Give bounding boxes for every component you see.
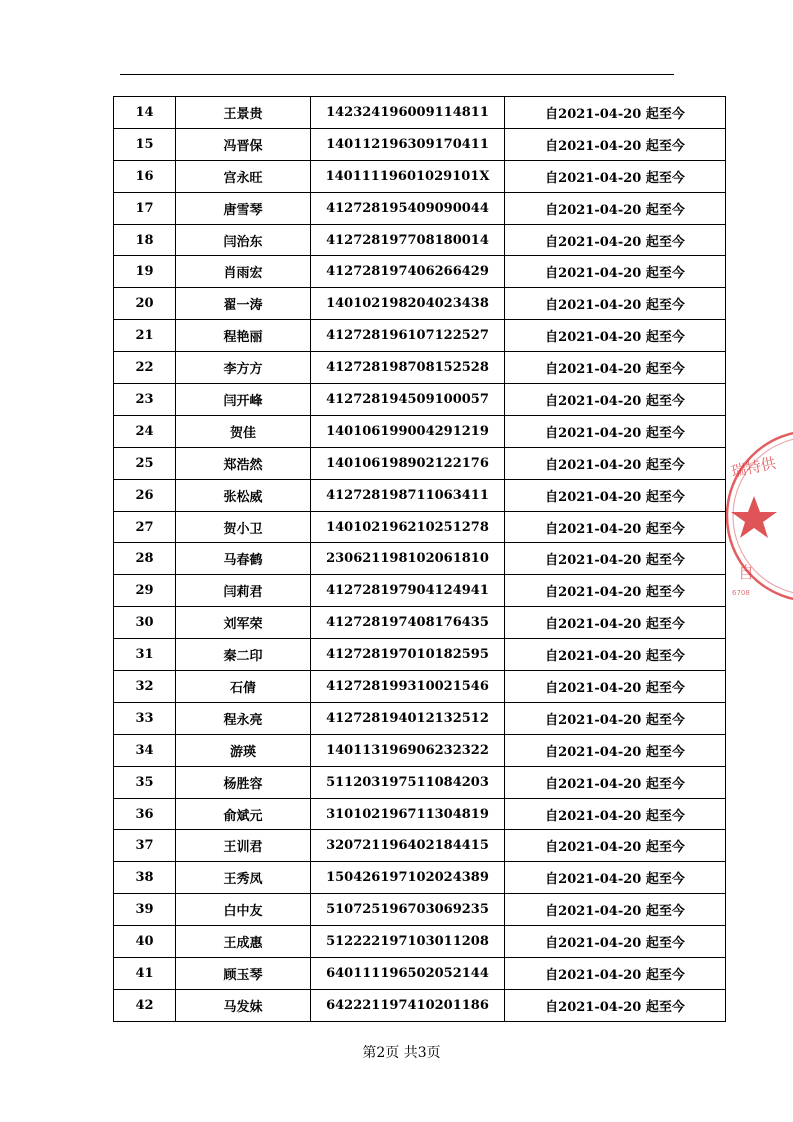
row-name: 马春鹤 — [176, 543, 311, 575]
table-row — [114, 639, 726, 671]
row-id-number: 412728197408176435 — [311, 607, 505, 639]
row-period: 自2021-04-20 起至今 — [505, 702, 726, 734]
table-row — [114, 479, 726, 511]
row-period: 自2021-04-20 起至今 — [505, 830, 726, 862]
row-name: 唐雪琴 — [176, 192, 311, 224]
table-row — [114, 607, 726, 639]
row-period: 自2021-04-20 起至今 — [505, 128, 726, 160]
roster-table — [113, 96, 726, 1022]
row-id-number: 510725196703069235 — [311, 894, 505, 926]
row-name: 俞斌元 — [176, 798, 311, 830]
row-number: 28 — [114, 543, 176, 575]
row-number: 29 — [114, 575, 176, 607]
row-number: 32 — [114, 671, 176, 703]
official-seal — [726, 428, 793, 604]
row-number: 21 — [114, 320, 176, 352]
row-number: 20 — [114, 288, 176, 320]
roster-body — [114, 97, 726, 1022]
row-id-number: 412728197406266429 — [311, 256, 505, 288]
row-name: 贺小卫 — [176, 511, 311, 543]
row-period: 自2021-04-20 起至今 — [505, 192, 726, 224]
header-rule — [120, 74, 674, 75]
row-id-number: 511203197511084203 — [311, 766, 505, 798]
row-id-number: 140113196906232322 — [311, 734, 505, 766]
row-period: 自2021-04-20 起至今 — [505, 224, 726, 256]
row-period: 自2021-04-20 起至今 — [505, 575, 726, 607]
row-period: 自2021-04-20 起至今 — [505, 671, 726, 703]
row-number: 17 — [114, 192, 176, 224]
row-number: 37 — [114, 830, 176, 862]
row-period: 自2021-04-20 起至今 — [505, 926, 726, 958]
row-name: 贺佳 — [176, 415, 311, 447]
row-number: 31 — [114, 639, 176, 671]
row-id-number: 640111196502052144 — [311, 958, 505, 990]
row-name: 张松威 — [176, 479, 311, 511]
row-id-number: 412728197708180014 — [311, 224, 505, 256]
table-row — [114, 511, 726, 543]
row-period: 自2021-04-20 起至今 — [505, 415, 726, 447]
row-period: 自2021-04-20 起至今 — [505, 511, 726, 543]
row-period: 自2021-04-20 起至今 — [505, 766, 726, 798]
seal-text-lower: 自 — [738, 563, 755, 582]
row-period: 自2021-04-20 起至今 — [505, 352, 726, 384]
row-name: 白中友 — [176, 894, 311, 926]
table-row — [114, 734, 726, 766]
row-number: 22 — [114, 352, 176, 384]
table-row — [114, 192, 726, 224]
table-row — [114, 447, 726, 479]
row-period: 自2021-04-20 起至今 — [505, 160, 726, 192]
row-period: 自2021-04-20 起至今 — [505, 607, 726, 639]
row-period: 自2021-04-20 起至今 — [505, 958, 726, 990]
row-number: 15 — [114, 128, 176, 160]
table-row — [114, 894, 726, 926]
row-period: 自2021-04-20 起至今 — [505, 288, 726, 320]
row-number: 25 — [114, 447, 176, 479]
table-row — [114, 128, 726, 160]
row-period: 自2021-04-20 起至今 — [505, 798, 726, 830]
table-row — [114, 224, 726, 256]
row-period: 自2021-04-20 起至今 — [505, 894, 726, 926]
row-number: 18 — [114, 224, 176, 256]
row-id-number: 412728199310021546 — [311, 671, 505, 703]
row-name: 王训君 — [176, 830, 311, 862]
page-number: 第2页 共3页 — [362, 1045, 441, 1061]
row-period: 自2021-04-20 起至今 — [505, 862, 726, 894]
row-id-number: 140106199004291219 — [311, 415, 505, 447]
table-row — [114, 798, 726, 830]
row-number: 14 — [114, 97, 176, 129]
table-row — [114, 320, 726, 352]
row-name: 刘军荣 — [176, 607, 311, 639]
row-name: 李方方 — [176, 352, 311, 384]
table-row — [114, 415, 726, 447]
row-name: 马发妹 — [176, 989, 311, 1021]
row-number: 26 — [114, 479, 176, 511]
row-period: 自2021-04-20 起至今 — [505, 543, 726, 575]
row-name: 宫永旺 — [176, 160, 311, 192]
table-row — [114, 671, 726, 703]
row-id-number: 412728197904124941 — [311, 575, 505, 607]
row-id-number: 412728196107122527 — [311, 320, 505, 352]
row-id-number: 140102196210251278 — [311, 511, 505, 543]
row-name: 闫莉君 — [176, 575, 311, 607]
row-id-number: 320721196402184415 — [311, 830, 505, 862]
row-id-number: 310102196711304819 — [311, 798, 505, 830]
row-name: 杨胜容 — [176, 766, 311, 798]
table-row — [114, 926, 726, 958]
row-number: 40 — [114, 926, 176, 958]
row-name: 秦二印 — [176, 639, 311, 671]
row-name: 郑浩然 — [176, 447, 311, 479]
row-id-number: 142324196009114811 — [311, 97, 505, 129]
row-number: 33 — [114, 702, 176, 734]
table-row — [114, 288, 726, 320]
row-period: 自2021-04-20 起至今 — [505, 734, 726, 766]
row-period: 自2021-04-20 起至今 — [505, 256, 726, 288]
row-id-number: 642221197410201186 — [311, 989, 505, 1021]
row-period: 自2021-04-20 起至今 — [505, 639, 726, 671]
row-number: 24 — [114, 415, 176, 447]
table-row — [114, 830, 726, 862]
row-number: 39 — [114, 894, 176, 926]
row-id-number: 140112196309170411 — [311, 128, 505, 160]
row-period: 自2021-04-20 起至今 — [505, 447, 726, 479]
table-row — [114, 702, 726, 734]
row-number: 19 — [114, 256, 176, 288]
row-number: 16 — [114, 160, 176, 192]
row-number: 23 — [114, 384, 176, 416]
row-id-number: 14011119601029101X — [311, 160, 505, 192]
row-name: 王景贵 — [176, 97, 311, 129]
table-row — [114, 766, 726, 798]
row-period: 自2021-04-20 起至今 — [505, 384, 726, 416]
row-id-number: 412728194509100057 — [311, 384, 505, 416]
row-name: 闫开峰 — [176, 384, 311, 416]
row-name: 王成惠 — [176, 926, 311, 958]
row-id-number: 140102198204023438 — [311, 288, 505, 320]
row-name: 程永亮 — [176, 702, 311, 734]
row-name: 游瑛 — [176, 734, 311, 766]
row-id-number: 412728195409090044 — [311, 192, 505, 224]
row-id-number: 412728194012132512 — [311, 702, 505, 734]
table-row — [114, 160, 726, 192]
table-row — [114, 989, 726, 1021]
row-period: 自2021-04-20 起至今 — [505, 479, 726, 511]
row-name: 石倩 — [176, 671, 311, 703]
row-id-number: 140106198902122176 — [311, 447, 505, 479]
table-row — [114, 384, 726, 416]
row-number: 36 — [114, 798, 176, 830]
row-id-number: 412728198711063411 — [311, 479, 505, 511]
row-name: 闫治东 — [176, 224, 311, 256]
row-id-number: 230621198102061810 — [311, 543, 505, 575]
row-name: 翟一涛 — [176, 288, 311, 320]
row-number: 41 — [114, 958, 176, 990]
row-number: 42 — [114, 989, 176, 1021]
seal-star-icon — [731, 496, 777, 538]
row-period: 自2021-04-20 起至今 — [505, 97, 726, 129]
seal-text: 瑞特供 — [729, 453, 778, 481]
table-row — [114, 958, 726, 990]
row-name: 冯晋保 — [176, 128, 311, 160]
table-row — [114, 543, 726, 575]
row-id-number: 150426197102024389 — [311, 862, 505, 894]
row-id-number: 412728198708152528 — [311, 352, 505, 384]
row-number: 30 — [114, 607, 176, 639]
row-name: 顾玉琴 — [176, 958, 311, 990]
row-period: 自2021-04-20 起至今 — [505, 320, 726, 352]
table-row — [114, 862, 726, 894]
row-name: 肖雨宏 — [176, 256, 311, 288]
row-id-number: 512222197103011208 — [311, 926, 505, 958]
row-name: 王秀凤 — [176, 862, 311, 894]
table-row — [114, 97, 726, 129]
row-number: 27 — [114, 511, 176, 543]
row-number: 35 — [114, 766, 176, 798]
table-row — [114, 352, 726, 384]
row-number: 38 — [114, 862, 176, 894]
row-name: 程艳丽 — [176, 320, 311, 352]
table-row — [114, 256, 726, 288]
row-period: 自2021-04-20 起至今 — [505, 989, 726, 1021]
table-row — [114, 575, 726, 607]
row-id-number: 412728197010182595 — [311, 639, 505, 671]
seal-serial: 6708 — [732, 589, 750, 597]
row-number: 34 — [114, 734, 176, 766]
